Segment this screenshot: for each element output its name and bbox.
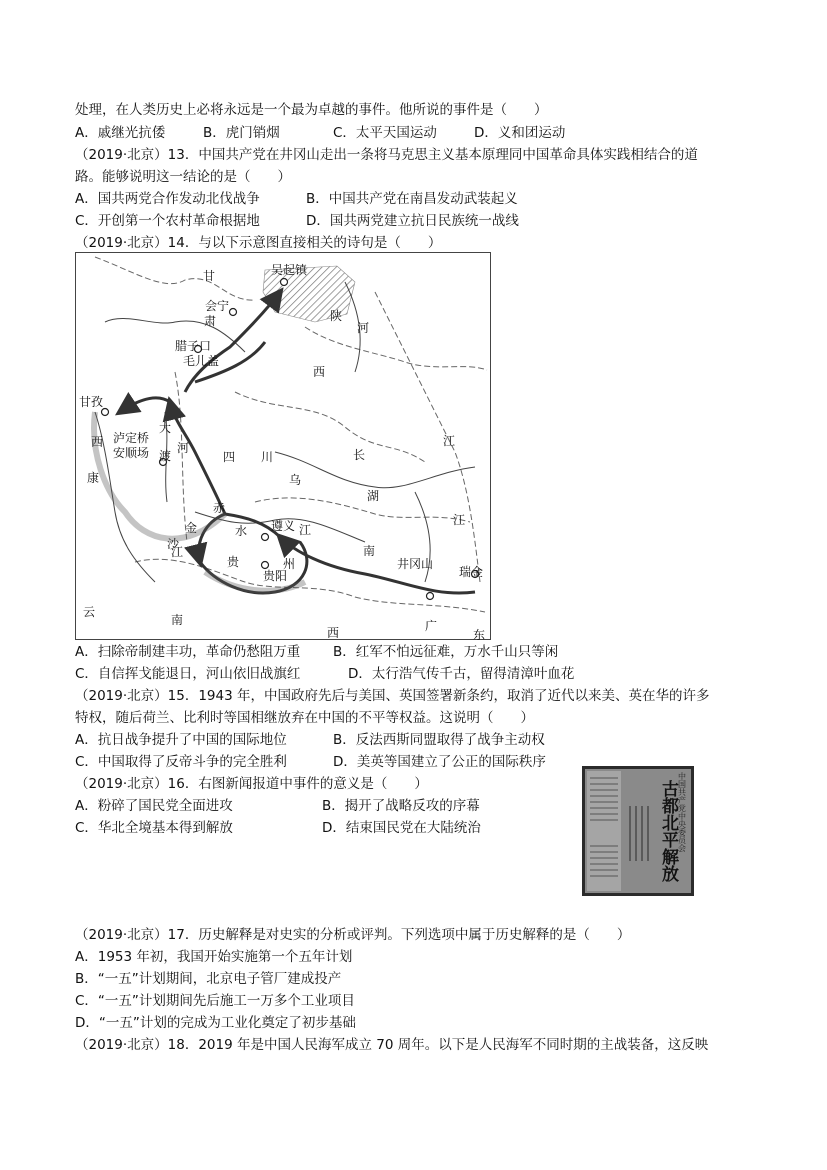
map-label: 乌 xyxy=(289,473,302,487)
q12-stem: 处理，在人类历史上必将永远是一个最为卓越的事件。他所说的事件是（ ） xyxy=(75,102,548,118)
map-label-wuqizhen: 吴起镇 xyxy=(271,263,308,277)
q14-option-c: C．自信挥戈能退日，河山依旧战旗红 xyxy=(75,666,301,682)
q13-option-c: C．开创第一个农村革命根据地 xyxy=(75,213,260,229)
q15-option-b: B．反法西斯同盟取得了战争主动权 xyxy=(333,732,545,748)
q13-option-b: B．中国共产党在南昌发动武装起义 xyxy=(306,191,518,207)
q17-option-a: A．1953 年初，我国开始实施第一个五年计划 xyxy=(75,949,353,965)
map-label: 沙 xyxy=(167,537,180,551)
map-label: 江 xyxy=(443,434,456,448)
map-label: 广 xyxy=(425,619,438,633)
map-label: 渡 xyxy=(159,449,172,463)
q16-option-d: D．结束国民党在大陆统治 xyxy=(322,820,481,836)
map-label: 肃 xyxy=(204,314,217,328)
map-label: 金 xyxy=(185,521,198,535)
map-label: 四 xyxy=(223,450,236,464)
q12-option-d: D．义和团运动 xyxy=(474,125,566,141)
q12-option-b: B．虎门销烟 xyxy=(203,125,280,141)
q13-option-a: A．国共两党合作发动北伐战争 xyxy=(75,191,260,207)
map-label: 西 xyxy=(327,626,340,640)
map-label: 南 xyxy=(363,544,376,558)
long-march-map xyxy=(75,252,491,640)
map-label-ganzi: 甘孜 xyxy=(79,395,104,409)
q13-option-d: D．国共两党建立抗日民族统一战线 xyxy=(306,213,519,229)
map-label-ruijin: 瑞金 xyxy=(459,565,484,579)
map-label-maoergai: 毛儿盖 xyxy=(183,354,220,368)
q14-option-a: A．扫除帝制建丰功，革命仍愁阻万重 xyxy=(75,644,301,660)
q15-stem-line2: 特权，随后荷兰、比利时等国相继放弃在中国的不平等权益。这说明（ ） xyxy=(75,710,534,726)
q17-option-d: D．“一五”计划的完成为工业化奠定了初步基础 xyxy=(75,1015,356,1031)
map-label: 贵 xyxy=(227,555,240,569)
map-label: 江 xyxy=(453,513,466,527)
map-label: 江 xyxy=(171,545,184,559)
q17-option-c: C．“一五”计划期间先后施工一万多个工业项目 xyxy=(75,993,355,1009)
q16-option-b: B．揭开了战略反攻的序幕 xyxy=(322,798,480,814)
q15-option-a: A．抗日战争提升了中国的国际地位 xyxy=(75,732,287,748)
q18-stem: （2019·北京）18．2019 年是中国人民海军成立 70 周年。以下是人民海军不同时期的主战装备，这反映 xyxy=(75,1037,709,1053)
map-label-anshunchang: 安顺场 xyxy=(113,446,150,460)
q14-option-b: B．红军不怕远征难，万水千山只等闲 xyxy=(333,644,559,660)
map-label: 河 xyxy=(357,321,370,335)
q16-stem: （2019·北京）16．右图新闻报道中事件的意义是（ ） xyxy=(75,776,428,792)
map-label: 河 xyxy=(177,441,190,455)
q16-option-a: A．粉碎了国民党全面进攻 xyxy=(75,798,233,814)
map-label: 大 xyxy=(159,421,172,435)
map-label-lazikou: 腊子口 xyxy=(175,339,212,353)
q17-stem: （2019·北京）17．历史解释是对史实的分析或评判。下列选项中属于历史解释的是（ ） xyxy=(75,927,631,943)
map-label-huining: 会宁 xyxy=(205,299,230,313)
q17-option-b: B．“一五”计划期间，北京电子管厂建成投产 xyxy=(75,971,342,987)
map-label: 赤 xyxy=(213,501,226,515)
map-label: 云 xyxy=(83,605,96,619)
map-label: 川 xyxy=(261,450,274,464)
map-label: 康 xyxy=(87,471,100,485)
q12-option-c: C．太平天国运动 xyxy=(333,125,437,141)
q13-stem-line1: （2019·北京）13．中国共产党在井冈山走出一条将马克思主义基本原理同中国革命具体实践相结合的道 xyxy=(75,147,698,163)
q15-option-d: D．美英等国建立了公正的国际秩序 xyxy=(333,754,546,770)
map-label: 水 xyxy=(235,524,248,538)
q12-option-a: A．戚继光抗倭 xyxy=(75,125,166,141)
q14-option-d: D．太行浩气传千古，留得清漳叶血花 xyxy=(348,666,575,682)
map-label: 湖 xyxy=(367,489,380,503)
q14-stem: （2019·北京）14．与以下示意图直接相关的诗句是（ ） xyxy=(75,235,442,251)
map-label: 长 xyxy=(353,448,366,462)
map-label: 西 xyxy=(91,435,104,449)
q16-option-c: C．华北全境基本得到解放 xyxy=(75,820,233,836)
map-label-guiyang: 贵阳 xyxy=(263,569,288,583)
q15-option-c: C．中国取得了反帝斗争的完全胜利 xyxy=(75,754,287,770)
newspaper-subhead: 中国共产党中央委员会 xyxy=(677,772,687,852)
map-label-luding: 泸定桥 xyxy=(113,431,150,445)
q15-stem-line1: （2019·北京）15．1943 年，中国政府先后与美国、英国签署新条约，取消了近代以来美、英在华的许多 xyxy=(75,688,710,704)
map-label: 甘 xyxy=(203,269,216,283)
newspaper-image xyxy=(582,766,694,896)
map-label: 陕 xyxy=(330,309,343,323)
map-label-jinggangshan: 井冈山 xyxy=(397,557,434,571)
map-label: 江 xyxy=(299,523,312,537)
newspaper-headline: 古都北平解放 xyxy=(658,780,678,882)
map-label: 州 xyxy=(283,557,296,571)
q13-stem-line2: 路。能够说明这一结论的是（ ） xyxy=(75,169,291,185)
map-label: 西 xyxy=(313,365,326,379)
map-label-zunyi: 遵义 xyxy=(271,519,296,533)
map-label: 南 xyxy=(171,613,184,627)
map-label: 东 xyxy=(473,628,486,640)
